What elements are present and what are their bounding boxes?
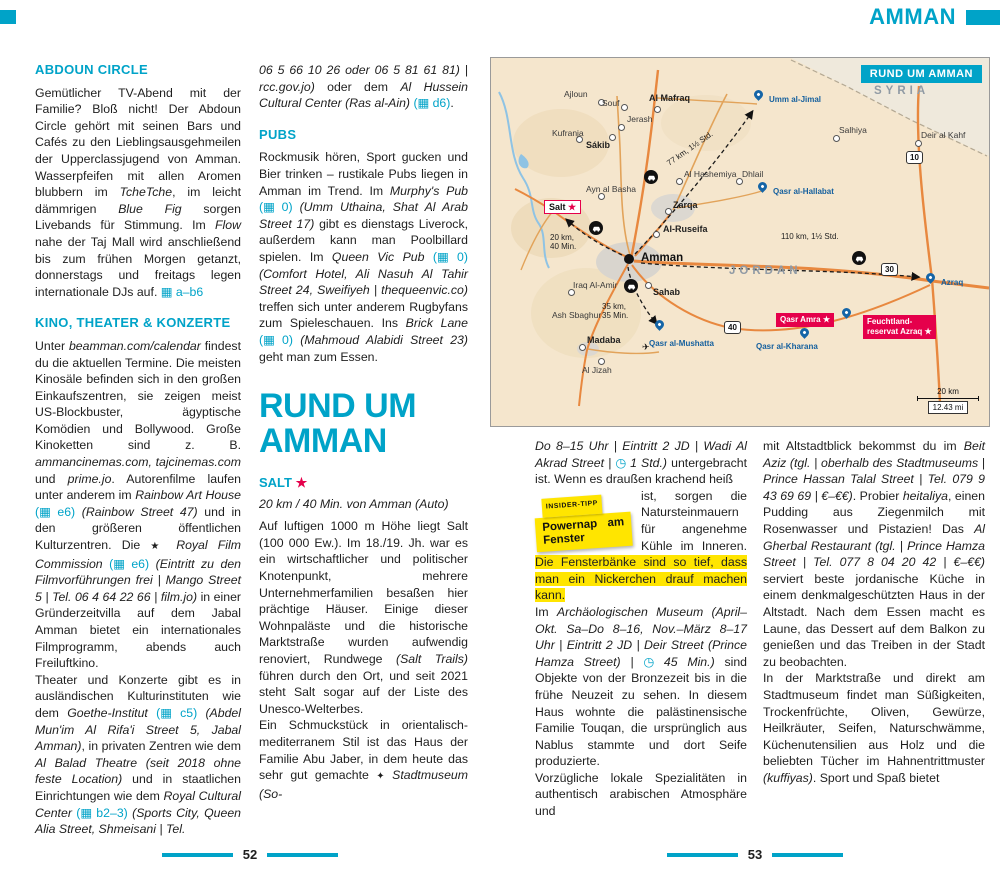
map-city-dot (621, 104, 628, 111)
map-city-dot (645, 282, 652, 289)
column-1 (35, 62, 241, 838)
map-pin-icon (756, 180, 769, 193)
paragraph-stadtmuseum-2 (535, 488, 747, 604)
map-city-label: Madaba (587, 335, 621, 345)
section-heading-salt: SALT ★ (259, 475, 308, 491)
map-poi-box: Feuchtland- reservat Azraq ★ (863, 315, 936, 339)
footer-bar (162, 853, 233, 857)
map-city-label: Sákib (586, 140, 611, 150)
map-pin-label: Qasr al-Mushatta (649, 339, 714, 348)
highlight-star-icon: ★ (295, 475, 308, 491)
header-bar-left (0, 10, 16, 24)
map-car-icon (852, 251, 866, 265)
map-poi-box: Qasr Amra ★ (776, 313, 834, 327)
map-city-dot (915, 140, 922, 147)
map-capital-label: Amman (641, 252, 684, 264)
map-city-label: Jerash (627, 114, 653, 124)
map-city-label: Iraq Al-Amir (573, 280, 618, 290)
map-road-badge: 10 (906, 151, 923, 164)
map-scale (917, 387, 979, 414)
map-capital-dot (624, 254, 634, 264)
map-car-icon (644, 170, 658, 184)
map-city-label: Kufranja (552, 128, 584, 138)
map-city-dot (665, 208, 672, 215)
column-2 (259, 62, 468, 802)
map-scale-line (917, 398, 979, 399)
map-pin-icon (752, 88, 765, 101)
paragraph-kino-2: Theater und Konzerte gibt es in ausländischen Kulturinstituten wie dem Goethe-Institut (▦ c5) (Abdel Mun'im Al Rifa'i Street 5, Jabal Amman), in privaten Zentren wie dem Al Balad Theatre (seit 2018 ohne feste Location) und in staatlichen Einrichtungen wie dem Royal Cultural Center (▦ b2–3) (Sports City, Queen Alia Street, Shmeisani | Tel. (35, 672, 242, 837)
map-markers-layer (491, 58, 989, 426)
map-city-label: Al Hashemiya (684, 169, 737, 179)
paragraph-abdoun: Gemütlicher TV-Abend mit der Familie? Bloß nicht! Der Abdoun Circle gehört mit seinen Bars und Cafés zu den Lieblingsausgehmeilen der Upperclassjugend von Amman. Wasserpfeifen mit allen Aromen blubbern im TcheTche, im leicht dämmrigen Blue Fig sorgen Livebands für Stimmung. Im Flow nahe der Taj Mall wird anschließend bis zum frühen Morgen getanzt, donnerstags und freitags legen internationale DJs auf. ▦ a–b6 (35, 85, 241, 299)
map-city-dot (598, 358, 605, 365)
map-scale-mi: 12.43 mi (928, 401, 969, 414)
map-pin-icon (840, 306, 853, 319)
map-plane-icon: ✈ (642, 342, 650, 352)
map-pin-icon (798, 326, 811, 339)
map-title: RUND UM AMMAN (861, 65, 982, 83)
insider-tip-badge (533, 490, 633, 551)
map-city-label: Deir al Kahf (921, 130, 966, 140)
header-bar-right (966, 10, 1000, 25)
map-region-label: JORDAN (729, 265, 802, 277)
map-road-badge: 40 (724, 321, 741, 334)
map-city-dot (654, 106, 661, 113)
map-city-dot (609, 134, 616, 141)
map-city-label: Ayn al Basha (586, 184, 636, 194)
salt-info-line: 20 km / 40 Min. von Amman (Auto) (259, 496, 449, 511)
map-city-dot (579, 344, 586, 351)
paragraph-museum: Im Archäologischen Museum (April–Okt. Sa–Do 8–16, Nov.–März 8–17 Uhr | Eintritt 2 JD | Deir Street (Prince Hamza Street) | ◷ 45 Min.) sind Objekte von der Bronzezeit bis in die frühe Neuzeit zu sehen. In diesem Haus wohnte die palästinensische Familie Touqan, die ursprünglich aus Nablus stammte und dort Seife produzierte. (535, 604, 748, 769)
paragraph-continuation: 06 5 66 10 26 oder 06 5 81 61 81) | rcc.gov.jo) oder dem Al Hussein Cultural Center (Ras al-Ain) (▦ d6). (259, 63, 468, 111)
map-distance-label: 77 km, 1½ Std. (665, 129, 715, 168)
map-rund-um-amman (490, 57, 990, 427)
map-pin-label: Qasr al-Hallabat (773, 187, 834, 196)
map-city-label: Ash Sbaghur (552, 310, 602, 320)
paragraph-spezialitaeten: Vorzügliche lokale Spezialitäten in authentisch arabischen Atmosphäre und (535, 770, 747, 819)
page-title: AMMAN (869, 4, 956, 29)
insider-tip-label: INSIDER-TIPP (541, 494, 602, 517)
section-heading-pubs: PUBS (259, 126, 297, 142)
map-city-dot (736, 178, 743, 185)
footer-bar (667, 853, 738, 857)
column-4 (763, 438, 985, 786)
column-3 (535, 438, 747, 820)
map-city-label: Ajloun (564, 89, 588, 99)
map-city-dot (676, 178, 683, 185)
map-pin-label: Umm al-Jimal (769, 95, 822, 104)
map-distance-label: 35 km, 35 Min. (602, 302, 629, 320)
map-city-label: Sahab (653, 287, 681, 297)
chapter-title-rund-um-amman: RUND UM AMMAN (259, 387, 417, 461)
section-heading-abdoun-circle: ABDOUN CIRCLE (35, 62, 148, 77)
paragraph-stadtmuseum-1: Do 8–15 Uhr | Eintritt 2 JD | Wadi Al Akrad Street | ◷ 1 Std.) untergebracht ist. Wenn es draußen krachend heiß (535, 439, 747, 487)
paragraph-restaurants: mit Altstadtblick bekommst du im Beit Aziz (tgl. | oberhalb des Stadtmuseums | Prince Hassan Talal Street | Tel. 079 9 43 69 69 | €–€€). Probier heitaliya, einen Pudding aus Ziegenmilch mit Rosenwasser und Pistazien! Das Al Gherbal Restaurant (tgl. | Prince Hamza Street | Tel. 077 8 04 20 42 | €–€€) serviert beste jordanische Küche in einem denkmalgeschützten Haus in der Altstadt. Nach dem Essen macht es Laune, das Dessert auf dem Balkon zu genießen und das Treiben in der Stadt zu beobachten. (763, 439, 985, 669)
footer-bar (772, 853, 843, 857)
map-pin-label: Azraq (941, 278, 964, 287)
paragraph-stadtmuseum-2-text: ist, sorgen die Natursteinmauern für angenehme Kühle im Inneren. Die Fensterbänke sind so tief, dass man ein Nickerchen drauf machen kann. (535, 488, 747, 603)
map-city-dot (568, 289, 575, 296)
map-city-dot (833, 135, 840, 142)
map-city-label: Salhiya (839, 125, 867, 135)
map-car-icon (589, 221, 603, 235)
map-region-label: SYRIA (874, 85, 930, 97)
section-heading-kino: KINO, THEATER & KONZERTE (35, 315, 231, 331)
map-scale-km: 20 km (937, 387, 959, 396)
paragraph-kino-1: Unter beamman.com/calendar findest du die aktuellen Termine. Die meisten Kinosäle befinden sich in den großen Einkaufszentren, sie zeigen meist US-Blockbuster, ägyptische Komödien und Bollywood. Große Kinoketten sind z. B. ammancinemas.com, tajcinemas.com und prime.jo. Autorenfilme laufen unter anderem im Rainbow Art House (▦ e6) (Rainbow Street 47) und in den größeren öffentlichen Kulturzentren. Die ★ Royal Film Commission (▦ e6) (Eintritt zu den Filmvorführungen frei | Mango Street 5 | Tel. 06 4 64 22 66 | film.jo) in einer Gründerzeitvilla auf dem Jabal Amman bietet ein internationales Filmprogramm, abends auch Freiluftkino. (35, 338, 242, 671)
map-city-dot (598, 193, 605, 200)
map-city-label: Al Jizah (582, 365, 612, 375)
map-city-dot (653, 231, 660, 238)
map-car-icon (624, 279, 638, 293)
insider-tip-text: Powernap am Fenster (535, 511, 633, 552)
page-number-right: 53 (667, 847, 843, 862)
map-city-label: Zarqa (673, 200, 698, 210)
paragraph-marktstrasse: In der Marktstraße und direkt am Stadtmuseum findet man Süßigkeiten, Trockenfrüchte, Oliven, Gewürze, Heilkräuter, Seifen, Naturschwämme, Küchenutensilien aus Holz und die beliebten Tücher im Hahnentrittmuster (kuffiyas). Sport und Spaß bietet (763, 671, 985, 785)
map-pin-icon (924, 271, 937, 284)
map-city-label: Dhlail (742, 169, 764, 179)
map-distance-label: 20 km, 40 Min. (550, 233, 577, 251)
map-road-badge: 30 (881, 263, 898, 276)
page-number-left: 52 (162, 847, 338, 862)
map-poi-box-salt: Salt ★ (544, 200, 581, 214)
map-city-label: Souf (602, 98, 620, 108)
paragraph-pubs: Rockmusik hören, Sport gucken und Bier trinken – rustikale Pubs liegen in Amman im Trend. Im Murphy's Pub (▦ 0) (Umm Uthaina, Shat Al Arab Street 17) gibt es dienstags Liverock, außerdem kann man Poolbillard spielen. Im Queen Vic Pub (▦ 0) (Comfort Hotel, Ali Nasuh Al Tahir Street 24, Sweifiyeh | thequeenvic.co) treffen sich unter anderem Rugbyfans zum Spieleschauen. Ins Brick Lane (▦ 0) (Mahmoud Alabidi Street 23) geht man zum Essen. (259, 150, 469, 364)
map-city-dot (618, 124, 625, 131)
map-city-label: Al-Ruseifa (663, 224, 708, 234)
paragraph-salt-1: Auf luftigen 1000 m Höhe liegt Salt (100 000 Ew.). Im 18./19. Jh. war es ein wirtschaftlicher und politischer Knotenpunkt, mehrere Unternehmerfamilien besaßen hier prächtige Häuser. Einige dieser Wohnpaläste und die historische Marktstraße wurden aufwendig renoviert, Rundwege (Salt Trails) führen durch den Ort, und seit 2021 steht Salt sogar auf der Liste des Unesco-Welterbes. (259, 519, 468, 716)
paragraph-salt-2: Ein Schmuckstück in orientalisch-mediterranem Stil ist das Haus der Familie Abu Jaber, in dem heute das sehr gut gemachte ✦ Stadtmuseum (So- (259, 718, 468, 801)
map-distance-label: 110 km, 1½ Std. (781, 232, 839, 241)
map-pin-icon (653, 318, 666, 331)
map-city-label: Al Mafraq (649, 93, 691, 103)
footer-bar (267, 853, 338, 857)
map-pin-label: Qasr al-Kharana (756, 342, 818, 351)
